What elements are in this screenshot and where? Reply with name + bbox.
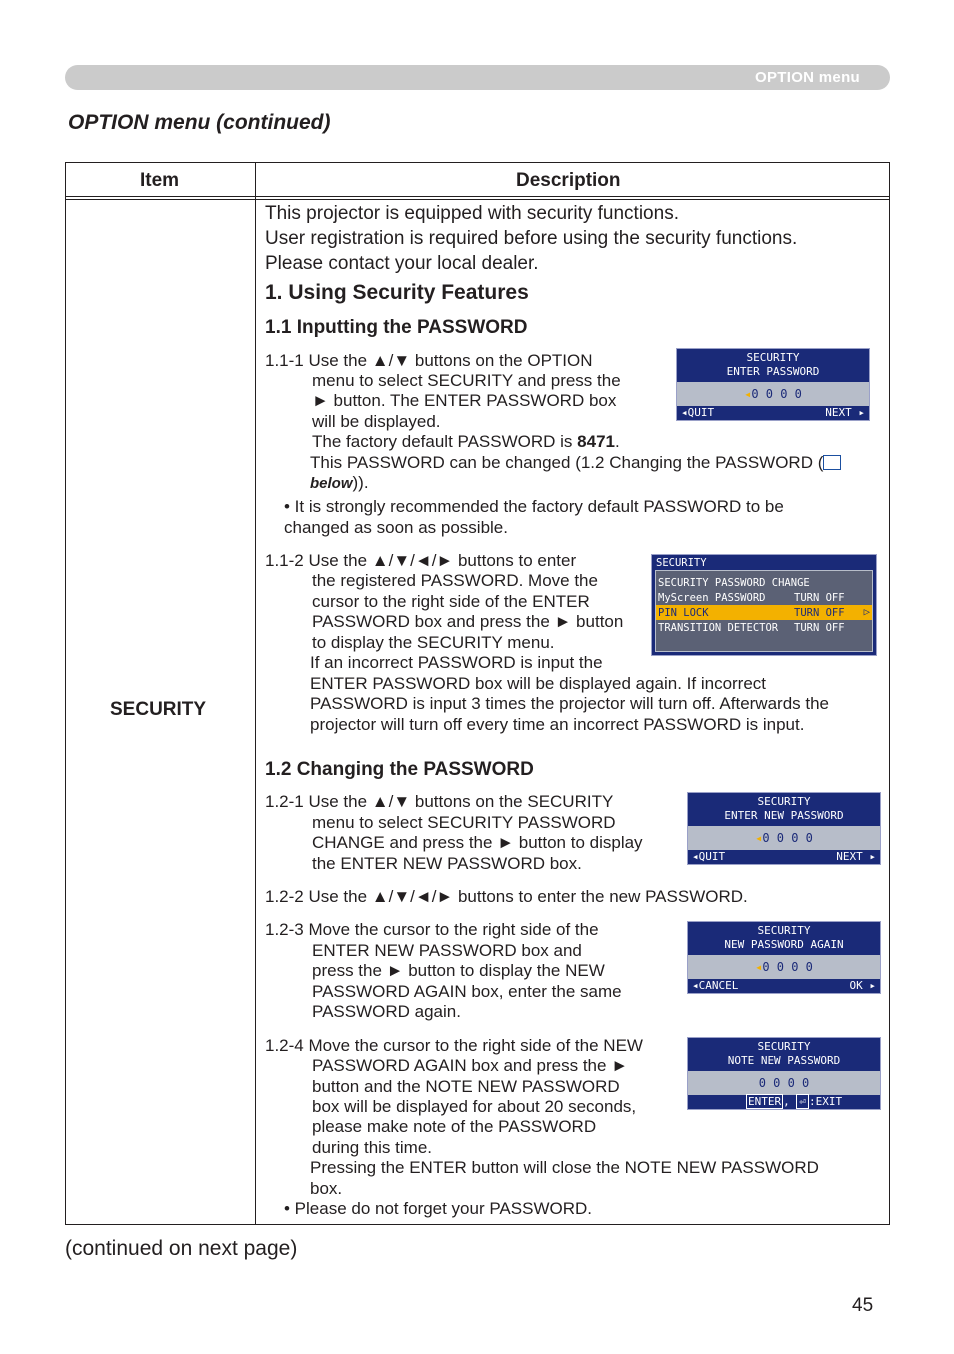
step-line: PASSWORD again. <box>312 1002 461 1021</box>
step-line: menu to select SECURITY PASSWORD <box>312 813 616 832</box>
password-digits: ◂0 0 0 0 <box>677 382 869 406</box>
step-line: button and the NOTE NEW PASSWORD <box>312 1077 620 1096</box>
step-line: If an incorrect PASSWORD is input the <box>310 653 603 672</box>
screen-title: SECURITY <box>746 351 800 364</box>
continued-note: (continued on next page) <box>65 1237 298 1260</box>
page-title: OPTION menu (continued) <box>68 111 331 134</box>
subsection-title: 1.1 Inputting the PASSWORD <box>265 317 528 338</box>
enter-exit-label: ENTER , ⏎ :EXIT <box>748 1095 843 1108</box>
step-line <box>310 473 369 494</box>
step-line: to display the SECURITY menu. <box>312 633 555 652</box>
enter-new-password-screen <box>687 792 881 865</box>
step-line: ENTER PASSWORD box will be displayed again. If incorrect <box>310 674 767 693</box>
chevron-right-icon: ▷ <box>863 606 870 618</box>
col-item-header: Item <box>140 170 180 191</box>
pw-change-end: )). <box>352 473 369 492</box>
note-line: changed as soon as possible. <box>284 518 508 537</box>
screen-subtitle: NOTE NEW PASSWORD <box>727 1054 841 1067</box>
screen-footer <box>688 1094 880 1109</box>
step-line: during this time. <box>312 1138 432 1157</box>
step-line: the registered PASSWORD. Move the <box>312 571 598 590</box>
note-line: • Please do not forget your PASSWORD. <box>284 1199 592 1218</box>
step-line: box will be displayed for about 20 seconds, <box>312 1097 637 1116</box>
step-line: please make note of the PASSWORD <box>312 1117 597 1136</box>
security-menu-screen <box>651 554 877 656</box>
step-line: will be displayed. <box>312 412 441 431</box>
intro-line: User registration is required before using the security functions. <box>265 228 798 249</box>
step-line: box. <box>310 1179 343 1198</box>
menu-list <box>655 570 873 652</box>
default-pw-label: The factory default PASSWORD is <box>312 432 573 451</box>
step-line: 1.2-3 Move the cursor to the right side of the <box>265 920 599 939</box>
subsection-title: 1.2 Changing the PASSWORD <box>265 759 534 780</box>
step-line: PASSWORD box and press the ► button <box>312 612 624 631</box>
next-label: NEXT ▸ <box>825 406 865 419</box>
default-password: 8471 <box>577 432 615 451</box>
enter-password-screen <box>676 348 870 421</box>
page-number: 45 <box>852 1295 874 1316</box>
screen-title: SECURITY <box>757 1040 811 1053</box>
screen-subtitle: ENTER NEW PASSWORD <box>724 809 844 822</box>
screen-footer <box>677 405 869 420</box>
section-title: 1. Using Security Features <box>265 281 529 304</box>
step-line: cursor to the right side of the ENTER <box>312 592 590 611</box>
step-line: PASSWORD AGAIN box, enter the same <box>312 982 622 1001</box>
below-ref: below <box>310 475 353 492</box>
intro-line: This projector is equipped with security functions. <box>265 203 679 224</box>
menu-row: MyScreen PASSWORD TURN OFF <box>658 592 845 604</box>
step-line: Pressing the ENTER button will close the NOTE NEW PASSWORD <box>310 1158 819 1177</box>
screen-title: SECURITY <box>757 795 811 808</box>
menu-row: TRANSITION DETECTOR TURN OFF <box>658 622 845 634</box>
cancel-label: ◂CANCEL <box>692 979 739 992</box>
menu-header: SECURITY <box>656 557 707 569</box>
password-digits: ◂0 0 0 0 <box>688 955 880 979</box>
screen-title: SECURITY <box>757 924 811 937</box>
item-security: SECURITY <box>110 699 207 720</box>
password-digits: ◂0 0 0 0 <box>688 826 880 850</box>
step-line: projector will turn off every time an incorrect PASSWORD is input. <box>310 715 805 734</box>
step-line: press the ► button to display the NEW <box>312 961 605 980</box>
column-divider <box>255 163 256 1224</box>
section-header-bar <box>65 65 890 90</box>
pw-change-text: This PASSWORD can be changed (1.2 Changing the PASSWORD ( <box>310 453 824 472</box>
step-line: 1.1-1 Use the ▲/▼ buttons on the OPTION <box>265 351 593 370</box>
intro-line: Please contact your local dealer. <box>265 253 539 274</box>
step-line: 1.2-4 Move the cursor to the right side of the NEW <box>265 1036 643 1055</box>
header-divider-2 <box>66 199 889 200</box>
screen-subtitle: NEW PASSWORD AGAIN <box>724 938 844 951</box>
step-line: CHANGE and press the ► button to display <box>312 833 643 852</box>
step-line: PASSWORD AGAIN box and press the ► <box>312 1056 629 1075</box>
step-line: 1.2-2 Use the ▲/▼/◄/► buttons to enter the new PASSWORD. <box>265 887 748 906</box>
step-line: 1.1-2 Use the ▲/▼/◄/► buttons to enter <box>265 551 577 570</box>
step-line: PASSWORD is input 3 times the projector will turn off. Afterwards the <box>310 694 830 713</box>
screen-footer <box>688 849 880 864</box>
password-digits: 0 0 0 0 <box>688 1071 880 1095</box>
screen-footer <box>688 978 880 993</box>
section-label: OPTION menu <box>755 69 860 86</box>
next-label: NEXT ▸ <box>836 850 876 863</box>
header-divider <box>66 196 889 197</box>
new-password-again-screen <box>687 921 881 994</box>
col-description-header: Description <box>516 170 621 191</box>
menu-row: SECURITY PASSWORD CHANGE <box>658 577 810 589</box>
ok-label: OK ▸ <box>849 979 876 992</box>
menu-row-selected: PIN LOCK TURN OFF ▷ <box>658 606 870 619</box>
step-line <box>310 453 841 473</box>
step-line: ► button. The ENTER PASSWORD box <box>312 391 617 410</box>
quit-label: ◂QUIT <box>681 406 715 419</box>
enter-icon: ⏎ <box>796 1094 809 1109</box>
note-line: • It is strongly recommended the factory default PASSWORD to be <box>284 497 784 516</box>
step-line: The factory default PASSWORD is 8471. <box>312 432 620 451</box>
quit-label: ◂QUIT <box>692 850 726 863</box>
screen-subtitle: ENTER PASSWORD <box>726 365 820 378</box>
step-line: 1.2-1 Use the ▲/▼ buttons on the SECURITY <box>265 792 614 811</box>
book-icon <box>823 455 841 470</box>
note-new-password-screen <box>687 1037 881 1110</box>
step-line: menu to select SECURITY and press the <box>312 371 621 390</box>
step-line: the ENTER NEW PASSWORD box. <box>312 854 582 873</box>
step-line: ENTER NEW PASSWORD box and <box>312 941 582 960</box>
